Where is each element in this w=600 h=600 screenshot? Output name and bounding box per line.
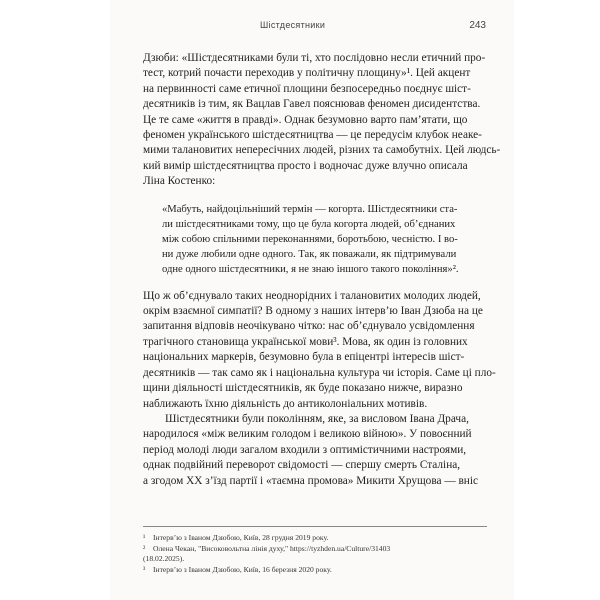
text-line: а згодом XX з’їзд партії і «таємна промова» Микити Хрущова — вніс (143, 474, 479, 487)
text-line: Дзюби: «Шістдесятниками були ті, хто послідовно несли етичний про- (143, 52, 486, 64)
text-line: трагічного становища української мови³. Мова, як один із головних (143, 335, 468, 348)
footnotes (143, 526, 487, 575)
footnote-number: ³ (143, 564, 146, 574)
text-line: мими талановитих непересічних людей, різних та самобутніх. Цей людсь- (143, 144, 501, 157)
footnote-text: Інтерв’ю з Іваном Дзюбою, Київ, 28 грудня 2019 року. (153, 533, 329, 542)
text-line: на первинності саме етичної площини безпосередньо поєднує шіст- (143, 82, 471, 95)
text-line: Шістдесятники були поколінням, яке, за висловом Івана Драча, (165, 412, 469, 425)
text-line: запитання відповів неочікувано чітко: нас об’єднувало усвідомлення (143, 320, 475, 333)
paragraph-2 (143, 289, 496, 412)
quote-line: «Мабуть, найдоцільніший термін — когорта. Шістдесятники ста- (162, 203, 458, 215)
paragraph-1 (143, 51, 501, 190)
text-line: окрім взаємної симпатії? В одному з наших інтерв’ю Іван Дзюба на це (143, 305, 483, 318)
paragraph-3 (143, 412, 487, 489)
text-line: Що ж об’єднувало таких неоднорідних і талановитих молодих людей, (143, 289, 481, 302)
footnote-number: ² (143, 543, 146, 553)
text-line: національних маркерів, безумовно була в епіцентрі інтересів шіст- (143, 351, 465, 364)
page-header (112, 20, 512, 34)
text-line: наближають їхню діяльність до антиколоніальних мотивів. (143, 397, 428, 410)
text-line: Це те саме «життя в правді». Однак безумовно варто пам’ятати, що (143, 113, 468, 126)
footnote-2 (143, 544, 487, 555)
text-line: феномен українського шістдесятництва — це передусім клубок неаке- (143, 129, 482, 142)
body-text (143, 51, 501, 489)
text-line: кий вимір шістдесятництва просто і водночас дуже влучно описала (143, 159, 468, 172)
footnote-number: ¹ (143, 533, 146, 542)
footnote-2-continuation: (18.02.2025). (143, 554, 185, 564)
footnote-text: Інтерв’ю з Іваном Дзюбою, Київ, 16 березня 2020 року. (153, 564, 332, 574)
page-number: 243 (469, 20, 486, 31)
text-line: десятників — так само як і національна культура чи історія. Саме ці пло- (143, 366, 496, 379)
quote-line: ни дуже любили одне одного. Так, як поважали, як підтримували (162, 248, 457, 260)
block-quote (143, 202, 487, 277)
running-title: Шістдесятники (260, 20, 326, 30)
text-line: однак подвійний переворот свідомості — спершу смерть Сталіна, (143, 459, 461, 472)
footnote-1 (143, 533, 487, 544)
quote-line: ли шістдесятниками тому, що це була когорта людей, об’єднаних (162, 218, 456, 230)
footnote-text: Олена Чекан, "Високовольтна лінія духу," https://tyzhden.ua/Culture/31403 (153, 543, 391, 553)
text-line: десятників із тим, як Вацлав Гавел пояснював феномен дисидентства. (143, 98, 481, 111)
text-line: Ліна Костенко: (143, 175, 216, 188)
book-page (112, 0, 512, 600)
text-line: щини діяльності шістдесятників, як буде показано нижче, виразно (143, 382, 463, 395)
text-line: тест, котрий почасти переходив у політичну площину»¹. Цей акцент (143, 67, 471, 80)
text-line: період молоді люди загалом входили з оптимістичними настроями, (143, 443, 467, 456)
quote-line: між собою спільними переконаннями, боротьбою, чесністю. І во- (162, 233, 458, 245)
quote-line: одне одного шістдесятники, я не знаю іншого такого покоління»². (162, 263, 459, 275)
footnote-3 (143, 565, 487, 576)
text-line: народилося «між великим голодом і великою війною». У повоєнний (143, 428, 472, 441)
